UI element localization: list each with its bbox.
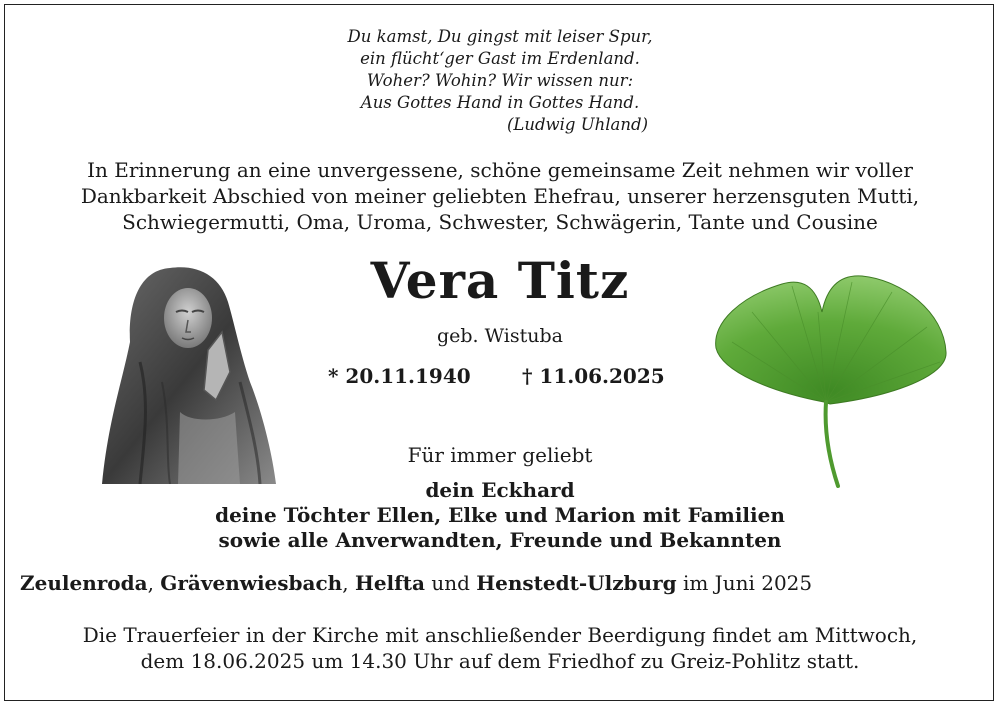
poem-line: Woher? Wohin? Wir wissen nur: bbox=[366, 71, 634, 90]
signer-line: dein Eckhard bbox=[425, 478, 575, 502]
birth-date: * 20.11.1940 bbox=[328, 364, 471, 388]
birth-name: geb. Wistuba bbox=[436, 325, 564, 347]
places-line bbox=[20, 571, 812, 595]
intro-line: Dankbarkeit Abschied von meiner geliebten Ehefrau, unserer herzensguten Mutti, bbox=[80, 184, 920, 208]
place-name: Grävenwiesbach bbox=[160, 571, 343, 595]
deceased-name: Vera Titz bbox=[370, 251, 630, 310]
poem-line: Du kamst, Du gingst mit leiser Spur, bbox=[347, 27, 653, 46]
place-name: Zeulenroda bbox=[20, 571, 148, 595]
places-separator: , bbox=[342, 571, 355, 595]
places-separator: und bbox=[424, 571, 477, 595]
forever-loved-text: Für immer geliebt bbox=[407, 443, 593, 467]
poem-author: (Ludwig Uhland) bbox=[506, 115, 649, 134]
service-line: dem 18.06.2025 um 14.30 Uhr auf dem Friedhof zu Greiz-Pohlitz statt. bbox=[140, 649, 860, 673]
place-name: Helfta bbox=[354, 571, 425, 595]
places-separator: , bbox=[147, 571, 161, 595]
places-date: im Juni 2025 bbox=[676, 571, 813, 595]
poem-line: ein flücht‘ger Gast im Erdenland. bbox=[360, 49, 640, 68]
signer-line: deine Töchter Ellen, Elke und Marion mit Familien bbox=[215, 503, 785, 527]
poem-line: Aus Gottes Hand in Gottes Hand. bbox=[360, 93, 640, 112]
funeral-service-info bbox=[0, 622, 1000, 674]
intro-line: In Erinnerung an eine unvergessene, schöne gemeinsame Zeit nehmen wir voller bbox=[87, 158, 913, 182]
signer-line: sowie alle Anverwandten, Freunde und Bekannten bbox=[218, 528, 782, 552]
place-name: Henstedt-Ulzburg bbox=[476, 571, 677, 595]
intro-text bbox=[0, 157, 1000, 235]
death-date: † 11.06.2025 bbox=[522, 364, 665, 388]
poem bbox=[0, 26, 1000, 136]
signers bbox=[0, 478, 1000, 553]
service-line: Die Trauerfeier in der Kirche mit anschließender Beerdigung findet am Mittwoch, bbox=[82, 623, 918, 647]
intro-line: Schwiegermutti, Oma, Uroma, Schwester, Schwägerin, Tante und Cousine bbox=[122, 210, 878, 234]
